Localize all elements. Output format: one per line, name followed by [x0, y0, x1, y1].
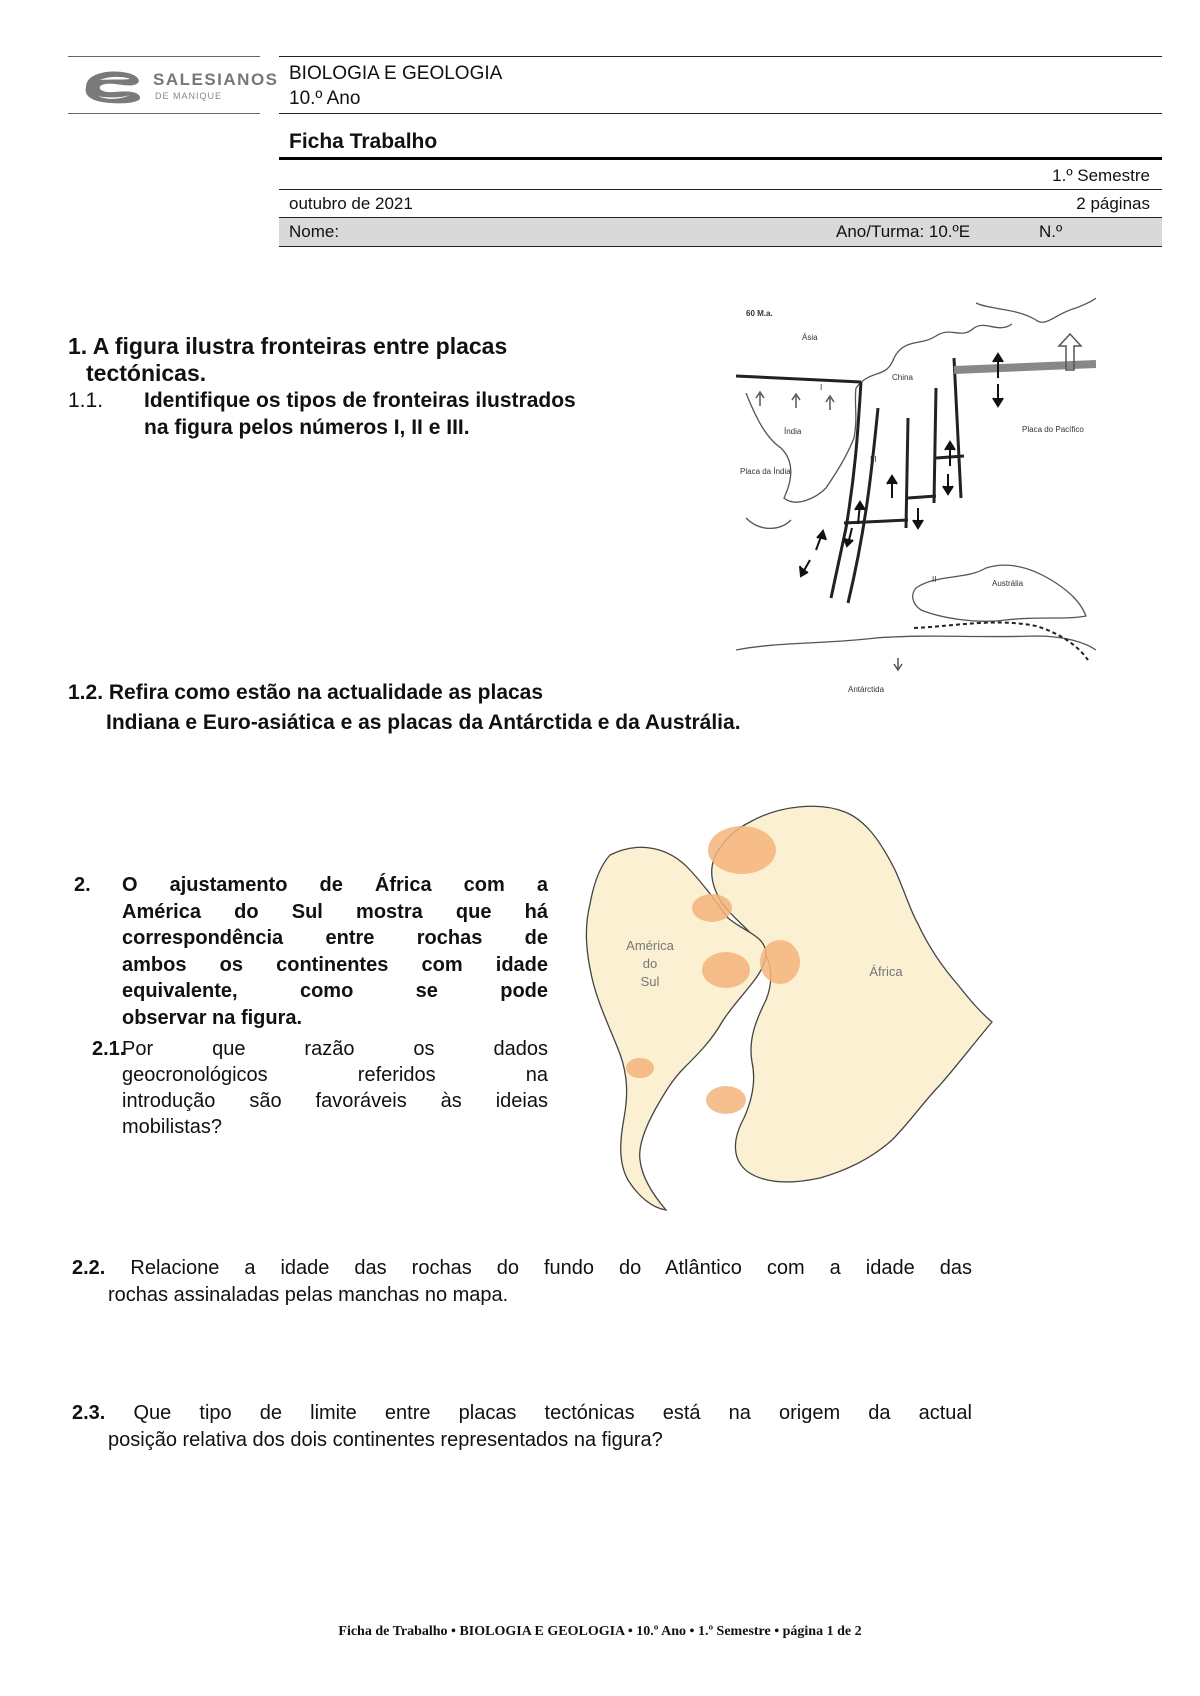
rock-patch — [692, 894, 732, 922]
trench-line — [914, 623, 1088, 660]
question-2-2-line2: rochas assinaladas pelas manchas no mapa. — [108, 1284, 509, 1306]
subject-name: BIOLOGIA E GEOLOGIA — [289, 63, 503, 84]
page-count: 2 páginas — [1076, 194, 1150, 213]
question-1-title-line1: 1. A figura ilustra fronteiras entre placas — [68, 333, 508, 359]
arrow-down-icon — [800, 560, 810, 576]
rock-patch — [760, 940, 800, 984]
ridge-4 — [934, 388, 936, 503]
question-2-1 — [68, 1036, 548, 1140]
marker-iii: III — [870, 455, 877, 464]
arrow-down-icon — [913, 508, 923, 528]
worksheet-title-row — [279, 128, 1162, 160]
question-2-2-line1: Relacione a idade das rochas do fundo do Atlântico com a idade das — [130, 1257, 972, 1279]
question-2-1-number: 2.1. — [92, 1038, 126, 1060]
india-label: Índia — [784, 427, 802, 436]
antarctida-label: Antárctida — [848, 685, 885, 694]
question-2-2-number: 2.2. — [72, 1257, 106, 1279]
placa-india-label: Placa da Índia — [740, 467, 791, 476]
china-label: China — [892, 373, 913, 382]
china-coast — [856, 324, 1012, 388]
ridge-5 — [954, 358, 961, 498]
transform-2 — [908, 496, 936, 498]
america-label-line1: América — [626, 938, 674, 953]
india-coastline — [746, 388, 856, 502]
question-2-line: observar na figura. — [122, 1006, 303, 1029]
africa-label: África — [869, 964, 903, 979]
asia-coastline — [976, 298, 1096, 322]
northern-boundary — [736, 376, 861, 382]
asia-label: Ásia — [802, 333, 818, 342]
question-2-3-number: 2.3. — [72, 1402, 106, 1424]
marker-i: I — [820, 383, 823, 392]
question-1-1-line1: Identifique os tipos de fronteiras ilustrados — [144, 389, 576, 412]
question-1-2-line2: Indiana e Euro-asiática e as placas da Antárctida e da Austrália. — [106, 711, 741, 734]
continental-fit-map — [580, 800, 1020, 1220]
rock-patch — [626, 1058, 654, 1078]
arrow-down-icon — [943, 474, 953, 494]
school-year: 10.º Ano — [289, 88, 361, 109]
question-2-line: equivalente, como se pode — [122, 980, 548, 1002]
ridge-3 — [906, 418, 908, 528]
salesianos-logo-icon — [80, 65, 148, 105]
question-1-title — [68, 333, 688, 387]
plate-boundaries-map — [736, 298, 1096, 698]
question-2-1-line: mobilistas? — [122, 1116, 223, 1138]
rock-patch — [708, 826, 776, 874]
question-2-line: correspondência entre rochas de — [122, 927, 548, 949]
student-info-row — [279, 218, 1162, 247]
outline-arrow-icon — [792, 394, 800, 408]
outline-arrow-icon — [826, 396, 834, 410]
australia-label: Austrália — [992, 579, 1024, 588]
transform-1 — [844, 520, 908, 523]
number-label: N.º — [1039, 222, 1063, 241]
question-1-2-line1: 1.2. Refira como estão na actualidade as placas — [68, 681, 544, 704]
class-label: Ano/Turma: 10.ºE — [836, 222, 971, 241]
age-label: 60 M.a. — [746, 309, 773, 318]
arrow-down-icon — [993, 384, 1003, 406]
antarctica-coastline — [736, 636, 1096, 650]
logo-wordmark: SALESIANOS — [153, 70, 279, 89]
question-1-1-line2: na figura pelos números I, II e III. — [144, 416, 470, 439]
question-2-1-line: introdução são favoráveis às ideias — [122, 1090, 548, 1112]
question-2-3 — [72, 1400, 972, 1454]
australia-coastline — [913, 565, 1086, 621]
question-1-1 — [68, 387, 688, 441]
placa-pacifico-label: Placa do Pacífico — [1022, 425, 1084, 434]
question-2-1-line: geocronológicos referidos na — [122, 1064, 548, 1086]
outline-arrow-icon — [756, 392, 764, 406]
question-2-3-line1: Que tipo de limite entre placas tectónicas está na origem da actual — [133, 1402, 972, 1424]
america-label-line3: Sul — [640, 974, 660, 989]
date: outubro de 2021 — [289, 194, 413, 213]
semester: 1.º Semestre — [1052, 166, 1150, 185]
school-logo — [68, 56, 279, 114]
subject-header — [279, 56, 1162, 114]
rock-patch — [702, 952, 750, 988]
question-2-line: América do Sul mostra que há — [122, 900, 548, 923]
america-label-line2: do — [642, 956, 658, 971]
question-2-number: 2. — [74, 874, 91, 896]
arrow-up-icon — [816, 531, 826, 550]
question-1-1-number: 1.1. — [68, 389, 104, 412]
question-2 — [68, 872, 548, 1031]
question-2-1-line: Por que razão os dados — [122, 1038, 548, 1060]
page-footer: Ficha de Trabalho • BIOLOGIA E GEOLOGIA • 10.º Ano • 1.º Semestre • página 1 de 2 — [338, 1624, 862, 1639]
question-2-2 — [72, 1255, 972, 1309]
arrow-up-icon — [945, 442, 955, 466]
outline-arrow-icon — [894, 658, 902, 670]
question-2-line: O ajustamento de África com a — [122, 874, 548, 896]
date-row — [279, 190, 1162, 218]
logo-subtitle: DE MANIQUE — [155, 91, 223, 101]
question-2-line: ambos os continentes com idade — [122, 953, 548, 976]
question-1-title-line2: tectónicas. — [86, 360, 207, 386]
rock-patch — [706, 1086, 746, 1114]
semester-row — [279, 162, 1162, 190]
worksheet-title: Ficha Trabalho — [289, 130, 438, 153]
question-2-3-line2: posição relativa dos dois continentes representados na figura? — [108, 1429, 663, 1451]
arrow-up-icon — [887, 476, 897, 498]
name-label: Nome: — [289, 222, 340, 241]
marker-ii: II — [932, 575, 937, 584]
